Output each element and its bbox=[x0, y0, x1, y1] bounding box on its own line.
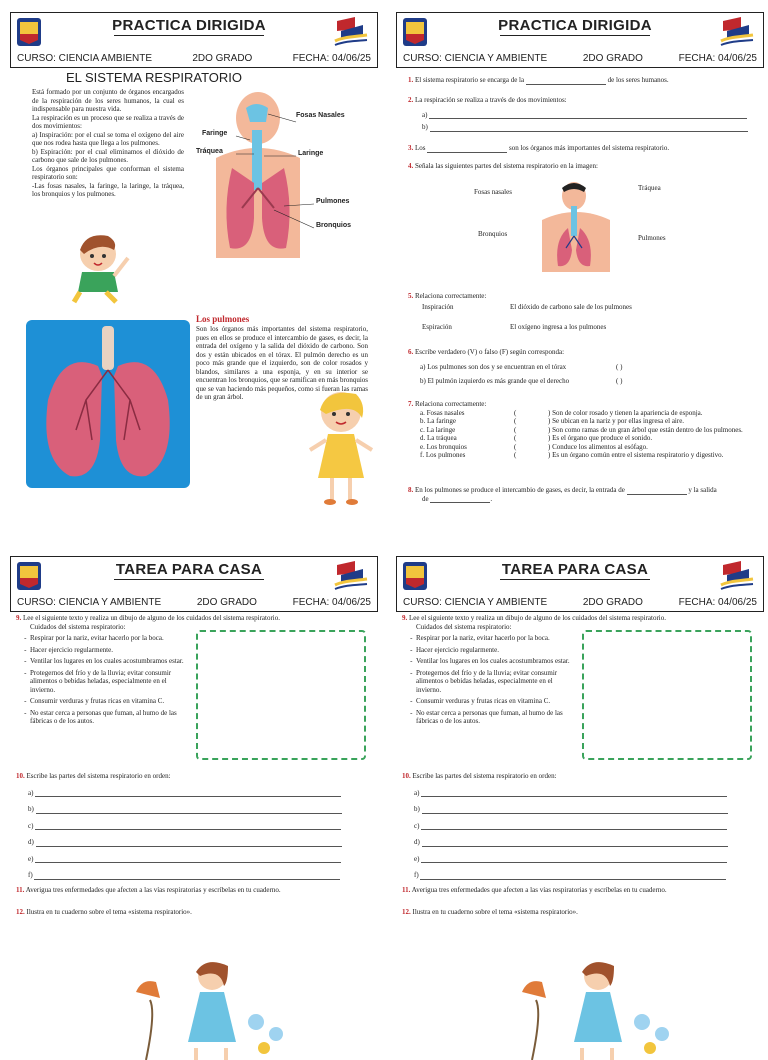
care-item: - Consumir verduras y frutas ricas en vitamina C. bbox=[416, 697, 576, 706]
school-flag-logo-icon bbox=[333, 15, 369, 49]
label-pulmones: Pulmones bbox=[638, 234, 666, 242]
question-6: 6. Escribe verdadero (V) o falso (F) según corresponda: a) Los pulmones son dos y se encuentran en el tórax ( ) b) El pulmón izquierdo es más grande que el derecho ( ) bbox=[408, 348, 623, 385]
answer-blank[interactable] bbox=[627, 494, 687, 495]
page-title: TAREA PARA CASA bbox=[437, 561, 713, 580]
question-5: 5. Relaciona correctamente: Inspiración El dióxido de carbono sale de los pulmones Espiración El oxígeno ingresa a los pulmones bbox=[408, 292, 632, 331]
answer-line[interactable] bbox=[34, 879, 340, 880]
school-flag-logo-icon bbox=[719, 559, 755, 593]
question-4: 4. Señala las siguientes partes del sistema respiratorio en la imagen: bbox=[408, 162, 598, 170]
answer-blank[interactable] bbox=[427, 152, 507, 153]
worksheet-header bbox=[10, 12, 378, 68]
label-pulmones: Pulmones bbox=[316, 198, 350, 205]
worksheet-page-1 bbox=[6, 8, 382, 516]
girl-flowers-illustration-icon bbox=[502, 952, 682, 1060]
question-10: 10. Escribe las partes del sistema respiratorio en orden: a) b) c) d) e) f) bbox=[402, 772, 758, 880]
lungs-image bbox=[26, 320, 190, 488]
school-emblem-icon bbox=[402, 561, 428, 591]
worksheet-page-3 bbox=[6, 552, 382, 1060]
label-fosas-nasales: Fosas nasales bbox=[474, 188, 512, 196]
answer-line[interactable] bbox=[36, 846, 342, 847]
question-9: 9. Lee el siguiente texto y realiza un dibujo de alguno de los cuidados del sistema respiratorio. Cuidados del sistema respiratorio: bbox=[402, 614, 666, 631]
tf-answer[interactable]: ( ) bbox=[616, 362, 623, 371]
section-title: EL SISTEMA RESPIRATORIO bbox=[65, 70, 243, 85]
question-2: 2. La respiración se realiza a través de dos movimientos: a) b) bbox=[408, 96, 758, 132]
worksheet-header bbox=[396, 556, 764, 612]
boy-cartoon-icon bbox=[66, 230, 146, 306]
answer-line[interactable] bbox=[35, 862, 341, 863]
respiratory-figure-icon bbox=[538, 180, 614, 272]
label-traquea: Tráquea bbox=[638, 184, 661, 192]
label-fosas-nasales: Fosas Nasales bbox=[296, 112, 345, 119]
school-flag-logo-icon bbox=[333, 559, 369, 593]
care-list bbox=[18, 634, 190, 726]
worksheet-page-2 bbox=[392, 8, 768, 516]
answer-line[interactable] bbox=[422, 846, 728, 847]
label-laringe: Laringe bbox=[298, 150, 324, 157]
care-list bbox=[404, 634, 576, 726]
answer-line[interactable] bbox=[420, 879, 726, 880]
course-label: CURSO: CIENCIA Y AMBIENTE bbox=[403, 597, 548, 608]
grade-label: 2DO GRADO bbox=[582, 597, 643, 608]
lungs-title: Los pulmones bbox=[196, 314, 250, 324]
school-emblem-icon bbox=[16, 561, 42, 591]
grade-label: 2DO GRADO bbox=[582, 53, 643, 64]
question-10: 10. Escribe las partes del sistema respiratorio en orden: a) b) c) d) e) f) bbox=[16, 772, 372, 880]
course-label: CURSO: CIENCIA AMBIENTE bbox=[17, 53, 153, 64]
question-8: 8. En los pulmones se produce el intercambio de gases, es decir, la entrada de y la salida de . bbox=[408, 486, 717, 503]
label-faringe: Faringe bbox=[202, 130, 228, 137]
answer-line[interactable] bbox=[35, 796, 341, 797]
question-7: 7. Relaciona correctamente: a. Fosas nasales ( ) Son de color rosado y tienen la apariencia de esponja. b. La faringe ( ) Se ubican en la nariz y por ellas ingresa el aire. c. La laringe ( ) Son como ramas de un gran árbol que están dentro de los pulmones. d. La tráquea ( ) Es el órgano que produce el sonido. e. Los bronquios ( ) Conduce los alimentos al esófago. f. Los pulmones ( ) Es un órgano común entre el sistema respiratorio y digestivo. bbox=[408, 400, 743, 459]
school-flag-logo-icon bbox=[719, 15, 755, 49]
question-12: 12. Ilustra en tu cuaderno sobre el tema «sistema respiratorio». bbox=[402, 908, 578, 916]
drawing-box[interactable] bbox=[196, 630, 366, 760]
date-label: FECHA: 04/06/25 bbox=[292, 53, 371, 64]
worksheet-header bbox=[10, 556, 378, 612]
care-item: - Hacer ejercicio regularmente. bbox=[30, 646, 190, 655]
respiratory-system-diagram bbox=[196, 88, 376, 268]
page-title: PRACTICA DIRIGIDA bbox=[51, 17, 327, 36]
answer-line[interactable] bbox=[421, 829, 727, 830]
care-item: - No estar cerca a personas que fuman, al humo de las fábricas o de los autos. bbox=[30, 709, 190, 726]
intro-p5: Los órganos principales que conforman el sistema respiratorio son: bbox=[32, 164, 184, 181]
question-11: 11. Averigua tres enfermedades que afecten a las vías respiratorias y escríbelas en tu cuaderno. bbox=[16, 886, 281, 894]
care-item: - Consumir verduras y frutas ricas en vitamina C. bbox=[30, 697, 190, 706]
lungs-text: Son los órganos más importantes del sistema respiratorio, pues en ellos se produce el intercambio de gases, es decir, la entrada del oxígeno y la salida del dióxido de carbono. Son dos y están ubicados en el tórax. El pulmón derecho es un poco más grande que el izquierdo, son de color rosados y blandos, similares a una esponja, y en su interior se encuentran los bronquios, que se ramifican en más bronquios que se van haciendo más pequeños, como si fueran las ramas de un gran árbol. bbox=[196, 325, 368, 401]
care-item: - Respirar por la nariz, evitar hacerlo por la boca. bbox=[30, 634, 190, 643]
care-item: - Respirar por la nariz, evitar hacerlo por la boca. bbox=[416, 634, 576, 643]
answer-blank[interactable] bbox=[526, 84, 606, 85]
grade-label: 2DO GRADO bbox=[192, 53, 253, 64]
grade-label: 2DO GRADO bbox=[196, 597, 257, 608]
label-bronquios: Bronquios bbox=[316, 222, 351, 229]
question-12: 12. Ilustra en tu cuaderno sobre el tema «sistema respiratorio». bbox=[16, 908, 192, 916]
date-label: FECHA: 04/06/25 bbox=[678, 53, 757, 64]
course-label: CURSO: CIENCIA Y AMBIENTE bbox=[17, 597, 162, 608]
question-1: 1. El sistema respiratorio se encarga de la de los seres humanos. bbox=[408, 76, 669, 84]
worksheet-page-4 bbox=[392, 552, 768, 1060]
answer-line-b[interactable] bbox=[430, 131, 748, 132]
lungs-illustration-icon bbox=[26, 320, 190, 488]
intro-p4: b) Espiración: por el cual eliminamos el dióxido de carbono que sale de los pulmones. bbox=[32, 147, 184, 164]
school-emblem-icon bbox=[16, 17, 42, 47]
intro-p3: a) Inspiración: por el cual se toma el oxígeno del aire que nos rodea hasta que llega a los pulmones. bbox=[32, 130, 184, 147]
date-label: FECHA: 04/06/25 bbox=[292, 597, 371, 608]
intro-text bbox=[32, 88, 184, 199]
school-emblem-icon bbox=[402, 17, 428, 47]
care-item: - No estar cerca a personas que fuman, al humo de las fábricas o de los autos. bbox=[416, 709, 576, 726]
label-bronquios: Bronquios bbox=[478, 230, 508, 238]
girl-cartoon-icon bbox=[306, 388, 376, 508]
intro-p1: Está formado por un conjunto de órganos encargados de la respiración de los seres humanos, la cual es indispensable para nuestra vida. bbox=[32, 88, 184, 113]
answer-line[interactable] bbox=[422, 813, 728, 814]
answer-blank[interactable] bbox=[430, 502, 490, 503]
intro-p2: La respiración es un proceso que se realiza a través de dos movimientos: bbox=[32, 113, 184, 130]
drawing-box[interactable] bbox=[582, 630, 752, 760]
intro-p6: -Las fosas nasales, la faringe, la laringe, la tráquea, los bronquios y los pulmones. bbox=[32, 181, 184, 198]
page-title: TAREA PARA CASA bbox=[51, 561, 327, 580]
question-11: 11. Averigua tres enfermedades que afecten a las vías respiratorias y escríbelas en tu cuaderno. bbox=[402, 886, 667, 894]
page-title: PRACTICA DIRIGIDA bbox=[437, 17, 713, 36]
tf-answer[interactable]: ( ) bbox=[616, 377, 623, 385]
care-item: - Ventilar los lugares en los cuales acostumbramos estar. bbox=[416, 657, 576, 666]
answer-line-a[interactable] bbox=[429, 118, 747, 119]
care-item: - Hacer ejercicio regularmente. bbox=[416, 646, 576, 655]
care-item: - Protegernos del frío y de la lluvia; evitar consumir alimentos o bebidas heladas, especialmente en el invierno. bbox=[30, 669, 190, 695]
worksheet-header bbox=[396, 12, 764, 68]
label-traquea: Tráquea bbox=[196, 148, 223, 155]
answer-line[interactable] bbox=[35, 829, 341, 830]
question-3: 3. Los son los órganos más importantes del sistema respiratorio. bbox=[408, 144, 670, 152]
care-item: - Ventilar los lugares en los cuales acostumbramos estar. bbox=[30, 657, 190, 666]
date-label: FECHA: 04/06/25 bbox=[678, 597, 757, 608]
course-label: CURSO: CIENCIA Y AMBIENTE bbox=[403, 53, 548, 64]
answer-line[interactable] bbox=[421, 796, 727, 797]
girl-flowers-illustration-icon bbox=[116, 952, 296, 1060]
answer-line[interactable] bbox=[36, 813, 342, 814]
care-item: - Protegernos del frío y de la lluvia; evitar consumir alimentos o bebidas heladas, especialmente en el invierno. bbox=[416, 669, 576, 695]
question-9: 9. Lee el siguiente texto y realiza un dibujo de alguno de los cuidados del sistema respiratorio. Cuidados del sistema respiratorio: bbox=[16, 614, 280, 631]
answer-line[interactable] bbox=[421, 862, 727, 863]
